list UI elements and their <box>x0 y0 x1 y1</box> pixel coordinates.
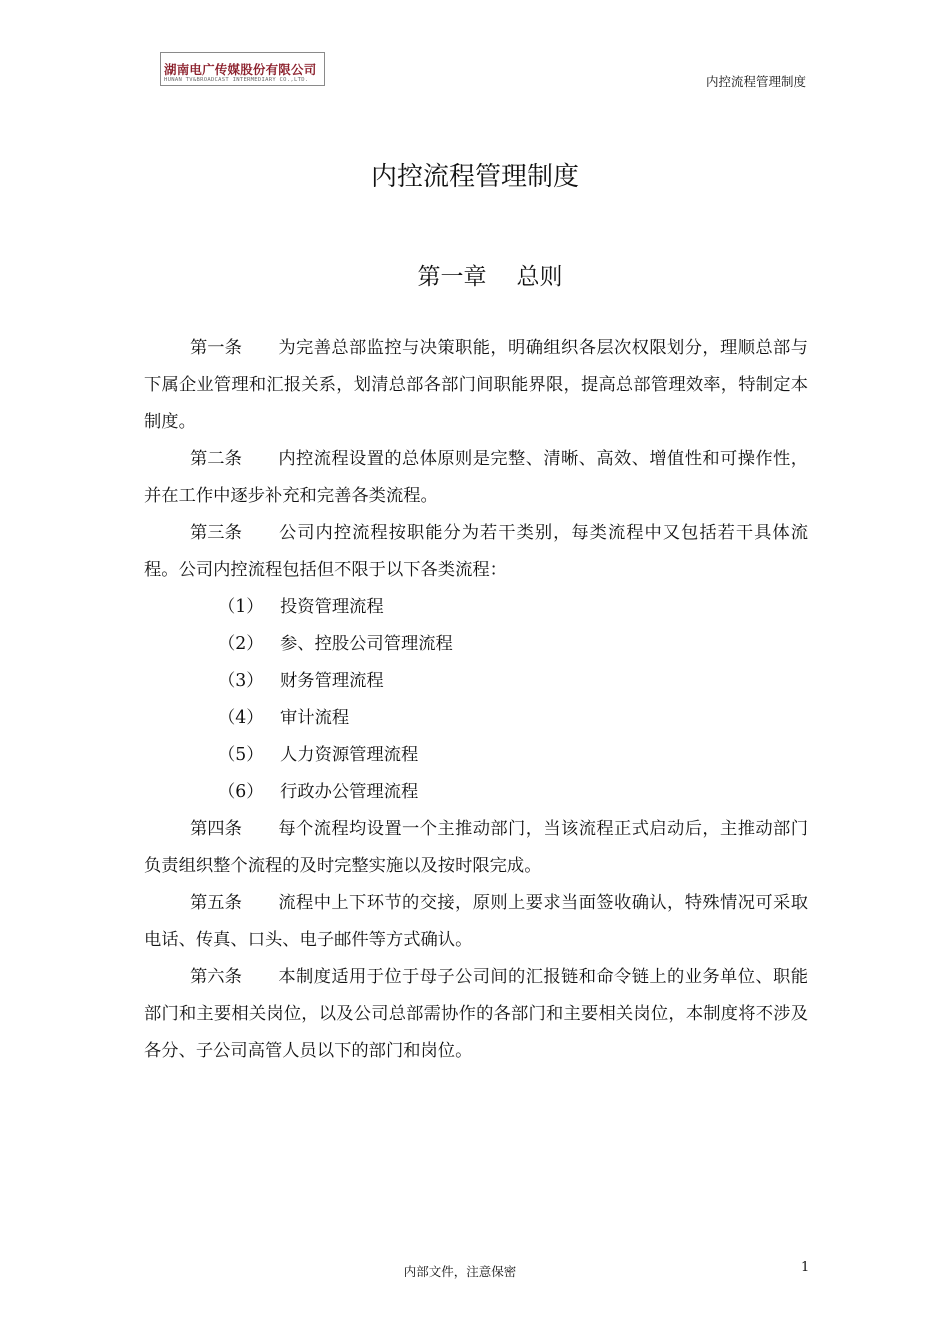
list-item <box>144 737 808 774</box>
company-logo <box>160 52 325 86</box>
list-item-number: （3） <box>218 671 264 691</box>
list-item-number: （2） <box>218 634 264 654</box>
article-1 <box>144 330 808 441</box>
article-number: 第六条 <box>190 967 242 987</box>
list-item-number: （5） <box>218 745 264 765</box>
article-number: 第三条 <box>190 523 242 543</box>
footer-confidential-note: 内部文件，注意保密 <box>403 1264 517 1279</box>
article-text: 公司内控流程按职能分为若干类别，每类流程中又包括若干具体流程。公司内控流程包括但不限于以下各类流程： <box>144 523 808 580</box>
running-header-title: 内控流程管理制度 <box>705 74 806 89</box>
article-text: 内控流程设置的总体原则是完整、清晰、高效、增值性和可操作性，并在工作中逐步补充和完善各类流程。 <box>144 449 808 506</box>
page-number: 1 <box>801 1260 810 1275</box>
article-text: 每个流程均设置一个主推动部门，当该流程正式启动后，主推动部门负责组织整个流程的及时完整实施以及按时限完成。 <box>144 819 808 876</box>
list-item-label: 投资管理流程 <box>280 597 384 617</box>
article-number: 第四条 <box>190 819 242 839</box>
article-text: 流程中上下环节的交接，原则上要求当面签收确认，特殊情况可采取电话、传真、口头、电子邮件等方式确认。 <box>144 893 808 950</box>
list-item-number: （6） <box>218 782 264 802</box>
list-item-label: 人力资源管理流程 <box>280 745 419 765</box>
list-item <box>144 700 808 737</box>
document-title: 内控流程管理制度 <box>370 162 579 192</box>
list-item-label: 财务管理流程 <box>280 671 384 691</box>
article-number: 第二条 <box>190 449 242 469</box>
list-item <box>144 626 808 663</box>
list-item <box>144 774 808 811</box>
list-item-number: （4） <box>218 708 264 728</box>
list-item <box>144 663 808 700</box>
logo-chinese-name: 湖南电广传媒股份有限公司 <box>164 62 317 77</box>
list-item-label: 参、控股公司管理流程 <box>280 634 453 654</box>
article-number: 第一条 <box>190 338 242 358</box>
article-6 <box>144 959 808 1070</box>
list-item-number: （1） <box>218 597 264 617</box>
article-4 <box>144 811 808 885</box>
article-number: 第五条 <box>190 893 242 913</box>
article-text: 本制度适用于位于母子公司间的汇报链和命令链上的业务单位、职能部门和主要相关岗位，以及公司总部需协作的各部门和主要相关岗位，本制度将不涉及各分、子公司高管人员以下的部门和岗位。 <box>144 967 808 1061</box>
logo-english-name: HUNAN TV&BROADCAST INTERMEDIARY CO.,LTD. <box>164 77 309 83</box>
article-3 <box>144 515 808 589</box>
list-item-label: 行政办公管理流程 <box>280 782 419 802</box>
chapter-number: 第一章 <box>417 264 487 290</box>
article-5 <box>144 885 808 959</box>
document-body <box>144 330 808 1070</box>
chapter-heading <box>0 258 950 291</box>
list-item-label: 审计流程 <box>280 708 350 728</box>
article-2 <box>144 441 808 515</box>
article-text: 为完善总部监控与决策职能，明确组织各层次权限划分，理顺总部与下属企业管理和汇报关系，划清总部各部门间职能界限，提高总部管理效率，特制定本制度。 <box>144 338 808 432</box>
list-item <box>144 589 808 626</box>
chapter-name: 总则 <box>516 264 563 290</box>
